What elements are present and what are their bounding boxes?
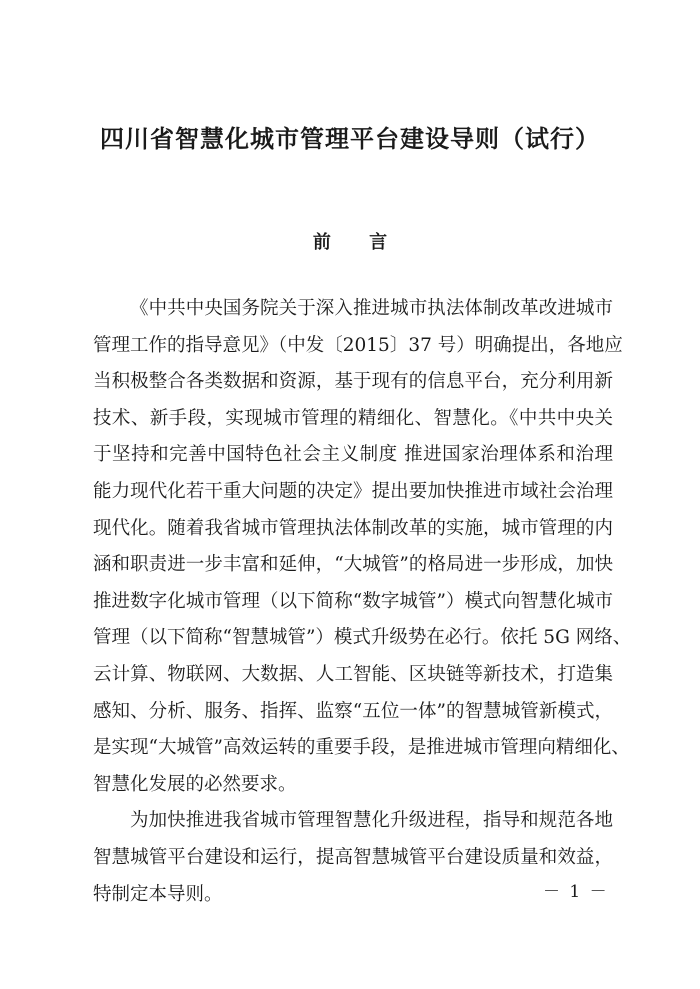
text-line: 管理工作的指导意见》（中发〔2015〕37 号）明确提出，各地应 (93, 334, 623, 356)
text-line: 管理（以下简称“智慧城管”）模式升级势在必行。依托 5G 网络、 (93, 627, 632, 649)
text-line: 感知、分析、服务、指挥、监察“五位一体”的智慧城管新模式， (93, 700, 613, 722)
text-line: 智慧化发展的必然要求。 (93, 773, 297, 795)
text-line: 智慧城管平台建设和运行，提高智慧城管平台建设质量和效益， (93, 846, 613, 868)
text-line: 当积极整合各类数据和资源，基于现有的信息平台，充分利用新 (93, 371, 613, 393)
text-line: 特制定本导则。 (93, 883, 223, 905)
text-line: 为加快推进我省城市管理智慧化升级进程，指导和规范各地 (130, 810, 613, 832)
body-text (93, 291, 632, 913)
text-line: 技术、新手段，实现城市管理的精细化、智慧化。《中共中央关 (93, 407, 613, 429)
document-title: 四川省智慧化城市管理平台建设导则（试行） (100, 125, 600, 153)
text-line: 《中共中央国务院关于深入推进城市执法体制改革改进城市 (130, 298, 613, 319)
page-number: － 1 － (543, 882, 609, 902)
section-heading-preface: 前 言 (312, 232, 404, 253)
paragraph (93, 291, 632, 803)
text-line: 涵和职责进一步丰富和延伸，“大城管”的格局进一步形成，加快 (93, 554, 613, 576)
text-line: 于坚持和完善中国特色社会主义制度 推进国家治理体系和治理 (93, 444, 613, 466)
paragraph (93, 803, 613, 913)
text-line: 现代化。随着我省城市管理执法体制改革的实施，城市管理的内 (93, 517, 613, 539)
text-line: 云计算、物联网、大数据、人工智能、区块链等新技术，打造集 (93, 663, 613, 685)
text-line: 能力现代化若干重大问题的决定》提出要加快推进市域社会治理 (93, 480, 613, 502)
text-line: 推进数字化城市管理（以下简称“数字城管”）模式向智慧化城市 (93, 590, 613, 612)
text-line: 是实现“大城管”高效运转的重要手段，是推进城市管理向精细化、 (93, 737, 630, 759)
